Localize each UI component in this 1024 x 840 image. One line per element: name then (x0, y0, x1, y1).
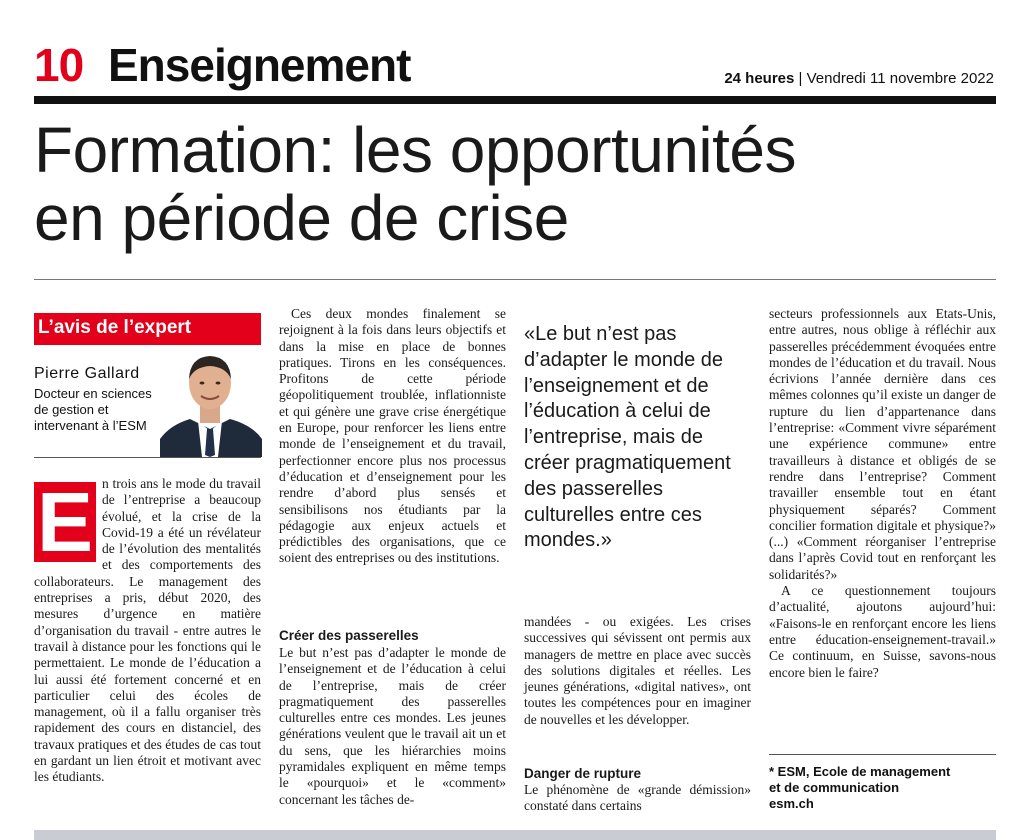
article-column-1 (34, 476, 261, 786)
article-paragraph: n trois ans le mode du travail de l’entreprise a beaucoup évolué, et la crise de la Covid-19 a été un révélateur de l’évolution des mentalités et des comportements des collaborateurs. Le management des entreprises a pris, début 2020, des mesures d’urgence en matière d’organisation du travail - entre autres le travail à distance pour les fonctions qui le permettaient. Le monde de l’éducation a lui aussi été fortement concerné et en particulier celui des écoles de management, où il a fallu organiser très rapidement des cours en distanciel, des travaux pratiques et des études de cas tout en gardant un lien étroit et motivant avec les étudiants. (34, 476, 261, 785)
footnote-rule (769, 754, 996, 755)
headline (34, 116, 1004, 252)
article-column-3-continued (524, 782, 751, 815)
article-paragraph: secteurs professionnels aux Etats-Unis, entre autres, nous oblige à réfléchir aux passerelles précédemment évoquées entre mondes de l’éducation et du travail. Nous écrivions l’année dernière dans ces mêmes colonnes qu’il existe un danger de rupture du lien d’appartenance dans l’entreprise: «Comment vivre séparément une expérience commune» entre travailleurs à distance et obligés de se rendre dans l’entreprise? Comment travailler ensemble tout en étant physiquement séparés? Comment concilier formation digitale et physique?» (...) «Comment réorganiser l’entreprise dans l’après Covid tout en renforçant les solidarités?» (769, 306, 996, 582)
bottom-bar (34, 830, 996, 840)
expert-tag-rule (34, 343, 261, 345)
pull-quote: «Le but n’est pas d’adapter le monde de l’enseignement et de l’éducation à celui de l’entreprise, mais de créer pragmatiquement des passerelles culturelles entre ces mondes.» (524, 323, 731, 552)
headline-rule (34, 279, 996, 280)
article-column-2 (279, 306, 506, 567)
section-title: Enseignement (108, 39, 411, 91)
headline-line-1: Formation: les opportunités (34, 114, 796, 186)
subheading-creer-passerelles: Créer des passerelles (279, 628, 419, 643)
headline-line-2: en période de crise (34, 182, 569, 254)
footnote-line: et de communication (769, 780, 900, 795)
article-column-4 (769, 306, 996, 681)
article-paragraph: Le phénomène de «grande démission» constaté dans certains (524, 782, 751, 814)
subheading-danger-rupture: Danger de rupture (524, 766, 642, 781)
article-paragraph: Le but n’est pas d’adapter le monde de l’enseignement et de l’éducation à celui de l’entreprise, mais de créer pragmatiquement des passerelles culturelles entre ces mondes. Les jeunes générations veulent que le travail ait un et du sens, que les hiérarchies moins pyramidales expliquent en même temps le «pourquoi» et le «comment» concernant les tâches de- (279, 645, 506, 807)
article-paragraph: A ce questionnement toujours d’actualité, ajoutons aujourd’hui: «Faisons-le en renforçant encore les liens entre éducation-enseignement-travail.» Ce continuum, en Suisse, savons-nous encore bien le faire? (769, 583, 996, 680)
article-column-2-continued (279, 645, 506, 808)
expert-tag: L’avis de l’expert (34, 313, 261, 343)
publication-name: 24 heures (724, 70, 795, 87)
expert-box-rule (34, 457, 261, 458)
footnote (769, 764, 996, 812)
expert-name: Pierre Gallard (34, 365, 140, 382)
issue-date: Vendredi 11 novembre 2022 (806, 70, 994, 87)
article-column-3 (524, 614, 751, 728)
page-number: 10 (34, 39, 84, 91)
article-paragraph: Ces deux mondes finalement se rejoignent à la fois dans leurs objectifs et dans la mise en place de bonnes pratiques. Tirons en les conséquences. Profitons de cette période géopolitiquement troublée, inflationniste et qui génère une grave crise énergétique en Europe, pour renforcer les liens entre monde de l’enseignement et du travail, perfectionner encore plus nos processus d’éducation et d’enseignement pour les rendre d’abord plus sensés et sensibilisons nos étudiants par la pédagogie aux enjeux actuels et prédictibles des organisations, que ce soient des entreprises ou des institutions. (279, 306, 506, 566)
header-rule (34, 96, 996, 104)
article-paragraph: mandées - ou exigées. Les crises successives qui sévissent ont permis aux managers de mettre en place avec succès des solutions digitales et réelles. Les jeunes générations, «digital natives», ont toutes les compétences pour en imaginer de nouvelles et les développer. (524, 614, 751, 727)
drop-cap: E (34, 482, 96, 562)
masthead (724, 70, 994, 87)
expert-role: Docteur en sciences de gestion et intervenant à l’ESM (34, 386, 152, 433)
portrait-photo-icon (160, 347, 262, 457)
footnote-line: * ESM, Ecole de management (769, 764, 951, 779)
masthead-separator: | (798, 70, 803, 87)
footnote-link: esm.ch (769, 796, 814, 811)
